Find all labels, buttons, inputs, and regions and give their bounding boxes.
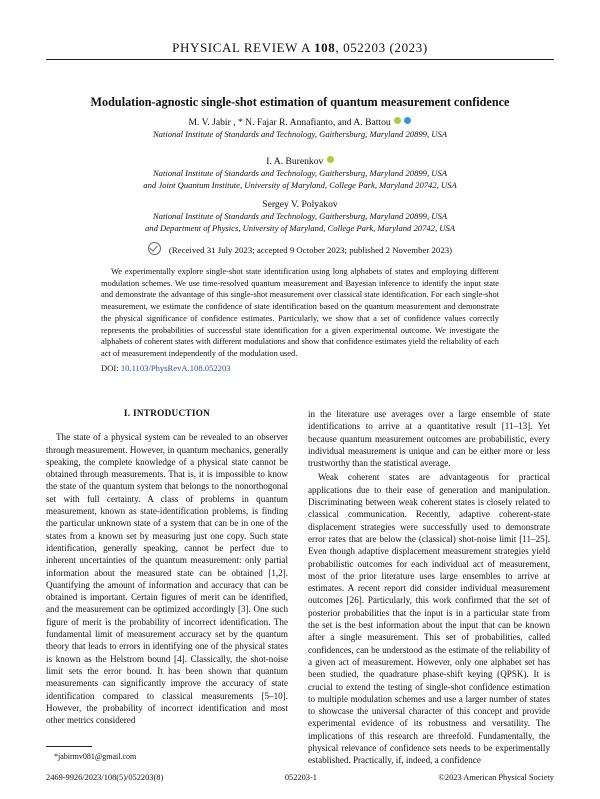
intro-paragraph: Weak coherent states are advantageous for practical applications due to their ease of generation and manipulation. Discriminating between weak coherent states is closely related to classical communication. Recently, adaptive coherent-state displacement strategies were successfully used to demonstrate error rates that are below the (classical) shot-noise limit [11–25]. Even though adaptive displacement measurement strategies yield probabilistic outcomes for each individual act of measurement, most of the prior literature uses large ensembles to arrive at estimates. A recent report did consider individual measurement outcomes [26]. Particularly, this work confirmed that the set of posterior probabilities that the input is in a particular state from the set is the best information about the input that can be known after a single measurement. This set of probabilities, called confidences, can be understood as the estimate of the reliability of a given act of measurement. However, only one alphabet set has been studied, the quadrature phase-shift keying (QPSK). It is crucial to extend the testing of single-shot confidence estimation to multiple modulation schemes and use a larger number of states to showcase the universal character of this concept and provide experimental evidence of its robustness and versatility. The implications of this research are threefold. Fundamentally, the physical relevance of confidence sets needs to be experimentally established. Practically, if, indeed, a confidence — [308, 472, 550, 766]
affiliation: National Institute of Standards and Technology, Gaithersburg, Maryland 20899, USA — [152, 211, 448, 221]
footer-page-number: 052203-1 — [284, 773, 317, 782]
author-names — [60, 156, 540, 168]
intro-paragraph: in the literature use averages over a large ensemble of state identifications to arrive at a quantitative result [11–13]. Yet because quantum measurement outcomes are probabilistic, every individual measurement is unique and can be either more or less trustworthy than the statistical average. — [308, 409, 550, 469]
author-group-3 — [60, 199, 540, 234]
abstract: We experimentally explore single-shot state identification using long alphabets of states and employing different modulation schemes. We use time-resolved quantum measurement and Bayesian inference to identify the input state and demonstrate the advantage of this single-shot measurement over classical state identification. For each single-shot measurement, we estimate the confidence of state identification based on the quantum measurement and demonstrate the physical significance of confidence estimates. Particularly, we show that a set of confidence values correctly represents the probabilities of successful state identification for a given experimental outcome. We investigate the alphabets of coherent states with different modulations and show that confidence estimates yield the reliability of each act of measurement independently of the modulation used. — [101, 267, 499, 358]
intro-paragraph: The state of a physical system can be revealed to an observer through measurement. However, in quantum mechanics, generally speaking, the complete knowledge of a physical state cannot be obtained through measurements. That is, it is impossible to know the state of the quantum system that belongs to the nonorthogonal set with full certainty. A class of problems in quantum measurement, known as state-identification problems, is finding the particular unknown state of a system that can be in one of the states from a known set by measuring just one copy. Such state identification, generally speaking, cannot be perfect due to inherent uncertainties of the quantum measurement: only partial information about the measured state can be obtained [1,2]. Quantifying the amount of information and accuracy that can be obtained is important. Certain figures of merit can be identified, and the measurement can be optimized accordingly [3]. One such figure of merit is the probability of incorrect identification. The fundamental limit of measurement accuracy set by the quantum theory that leads to errors in identifying one of the physical states is known as the Helstrom bound [4]. Classically, the shot-noise limit sets the error bound. It has been shown that quantum measurements can significantly improve the accuracy of state identification compared to classical measurements [5–10]. However, the probability of incorrect identification and most other metrics considered — [46, 432, 288, 726]
doi-link[interactable]: 10.1103/PhysRevA.108.052203 — [120, 363, 231, 373]
author-list: M. V. Jabir , * N. Fajar R. Annafianto, and A. Battou — [188, 117, 391, 128]
section-heading: I. INTRODUCTION — [123, 408, 211, 418]
affiliation: and Department of Physics, University of Maryland, College Park, Maryland 20742, USA — [144, 222, 456, 233]
footer-copyright: ©2023 American Physical Society — [438, 773, 554, 782]
footer-issn: 2469-9926/2023/108(5)/052203(8) — [46, 773, 164, 782]
author-list: I. A. Burenkov — [266, 156, 324, 167]
author-names — [60, 199, 540, 211]
journal-article: , 052203 (2023) — [335, 40, 428, 55]
left-column — [46, 407, 288, 726]
author-list: Sergey V. Polyakov — [262, 199, 338, 210]
page-footer — [46, 773, 554, 782]
right-column — [308, 408, 550, 767]
check-for-updates-icon[interactable] — [148, 242, 161, 255]
doi-label: DOI: — [101, 363, 119, 373]
received-dates — [60, 242, 540, 255]
author-names — [60, 117, 540, 129]
paper-title: Modulation-agnostic single-shot estimation of quantum measurement confidence — [90, 95, 510, 109]
journal-volume: 108 — [314, 40, 336, 55]
footnote-rule — [46, 746, 92, 747]
author-group-1 — [60, 117, 540, 141]
journal-header — [46, 40, 554, 56]
affiliation: and Joint Quantum Institute, University of Maryland, College Park, Maryland 20742, USA — [143, 179, 457, 190]
journal-name: PHYSICAL REVIEW A — [172, 40, 311, 55]
received-text: (Received 31 July 2023; accepted 9 October 2023; published 2 November 2023) — [168, 245, 453, 255]
orcid-icon[interactable] — [394, 117, 401, 124]
orcid-icon[interactable] — [327, 156, 334, 163]
footnote-email[interactable]: *jabirmv081@gmail.com — [54, 752, 137, 761]
orcid-icon[interactable] — [404, 117, 411, 124]
affiliation: National Institute of Standards and Technology, Gaithersburg, Maryland 20899, USA — [152, 168, 448, 178]
affiliation: National Institute of Standards and Technology, Gaithersburg, Maryland 20899, USA — [152, 129, 448, 139]
doi-line — [101, 363, 231, 373]
header-rule — [46, 59, 554, 60]
author-group-2 — [60, 156, 540, 191]
